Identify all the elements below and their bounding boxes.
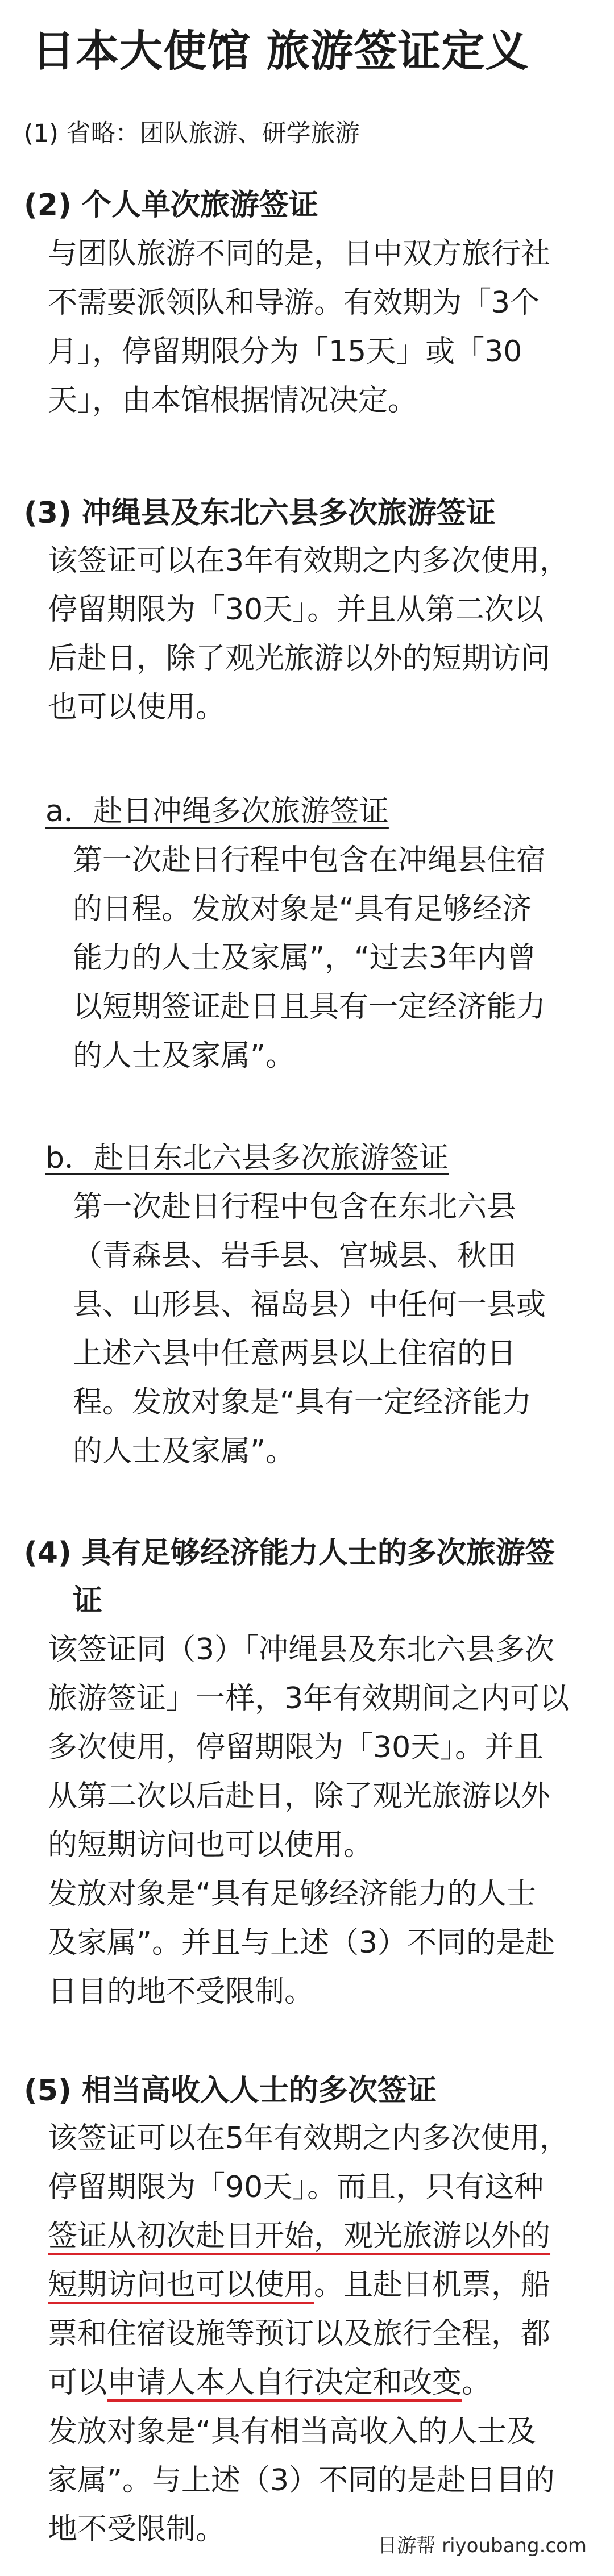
highlighted-text: 签证从初次赴日开始，观光旅游以外的 [48, 2219, 551, 2253]
subsection-b-line: 第一次赴日行程中包含在东北六县 [73, 1190, 517, 1224]
section-5-line [48, 2358, 569, 2407]
section-5-line: 家属”。与上述（3）不同的是赴日目的 [48, 2463, 555, 2498]
section-4-line: 发放对象是“具有足够经济能力的人士 [48, 1877, 536, 1911]
section-2-line: 与团队旅游不同的是，日中双方旅行社 [48, 237, 551, 271]
section-5-line: 停留期限为「90天」。而且，只有这种 [48, 2170, 544, 2204]
highlighted-text: 申请人本人自行决定和改变 [107, 2366, 462, 2400]
section-5-line: 票和住宿设施等预订以及旅行全程，都 [48, 2317, 551, 2351]
omitted-note: (1) 省略：团队旅游、研学旅游 [24, 119, 360, 148]
subsection-a-line: 第一次赴日行程中包含在冲绳县住宿 [73, 843, 546, 877]
section-4-line: 日目的地不受限制。 [48, 1975, 314, 2009]
subsection-b-line: 程。发放对象是“具有一定经济能力 [73, 1385, 532, 1420]
section-5-heading: (5) 相当高收入人士的多次签证 [24, 2074, 437, 2108]
highlighted-text: 短期访问也可以使用 [48, 2268, 314, 2302]
subsection-a-line: 的人士及家属”。 [73, 1039, 295, 1073]
section-5-line: 地不受限制。 [48, 2512, 226, 2546]
section-3-body [48, 536, 569, 732]
section-2-heading: (2) 个人单次旅游签证 [24, 188, 318, 222]
subsection-a-line: 以短期签证赴日且具有一定经济能力 [73, 990, 546, 1024]
section-2-body [48, 230, 550, 425]
section-3-line: 也可以使用。 [48, 690, 226, 725]
section-4-body [48, 1625, 569, 2016]
section-4-line: 该签证同（3）「冲绳县及东北六县多次 [48, 1633, 555, 1667]
section-5-line: 发放对象是“具有相当高收入的人士及 [48, 2415, 536, 2449]
section-3-line: 后赴日，除了观光旅游以外的短期访问 [48, 642, 551, 676]
section-4-line: 的短期访问也可以使用。 [48, 1828, 374, 1862]
section-4-heading-continued: 证 [73, 1584, 103, 1618]
subsection-a-heading: a．赴日冲绳多次旅游签证 [45, 794, 389, 829]
section-5-text: 。且赴日机票，船 [314, 2268, 551, 2302]
section-4-line: 旅游签证」一样，3年有效期间之内可以 [48, 1682, 570, 1716]
section-4-line: 多次使用，停留期限为「30天」。并且 [48, 1730, 544, 1765]
subsection-b-line: 的人士及家属”。 [73, 1434, 295, 1468]
section-5-line [48, 2212, 569, 2261]
section-5-text: 可以 [48, 2366, 107, 2400]
subsection-b-line: 县、山形县、福岛县）中任何一县或 [73, 1288, 546, 1322]
watermark: 日游帮 riyoubang.com [377, 2535, 587, 2557]
section-5-text: 。 [462, 2366, 492, 2400]
section-5-line [48, 2261, 569, 2309]
subsection-a-line: 能力的人士及家属”，“过去3年内曾 [73, 941, 536, 975]
section-5-body [48, 2114, 569, 2554]
subsection-a-line: 的日程。发放对象是“具有足够经济 [73, 892, 532, 926]
subsection-b-line: （青森县、岩手县、宫城县、秋田 [73, 1239, 517, 1273]
section-3-heading: (3) 冲绳县及东北六县多次旅游签证 [24, 496, 496, 530]
subsection-a-body [73, 836, 546, 1080]
section-4-line: 从第二次以后赴日，除了观光旅游以外 [48, 1779, 551, 1813]
subsection-b-body [73, 1183, 546, 1476]
section-2-line: 天」，由本馆根据情况决定。 [48, 384, 418, 418]
subsection-b-line: 上述六县中任意两县以上住宿的日 [73, 1337, 517, 1371]
section-2-line: 月」，停留期限分为「15天」或「30 [48, 335, 522, 369]
section-3-line: 该签证可以在3年有效期之内多次使用， [48, 544, 570, 578]
section-4-line: 及家属”。并且与上述（3）不同的是赴 [48, 1926, 555, 1960]
page-title: 日本大使馆 旅游签证定义 [32, 26, 529, 76]
subsection-b-heading: b．赴日东北六县多次旅游签证 [45, 1141, 449, 1175]
section-5-line: 该签证可以在5年有效期之内多次使用， [48, 2121, 570, 2155]
section-4-heading: (4) 具有足够经济能力人士的多次旅游签 [24, 1536, 555, 1570]
section-3-line: 停留期限为「30天」。并且从第二次以 [48, 593, 544, 627]
section-2-line: 不需要派领队和导游。有效期为「3个 [48, 286, 540, 320]
